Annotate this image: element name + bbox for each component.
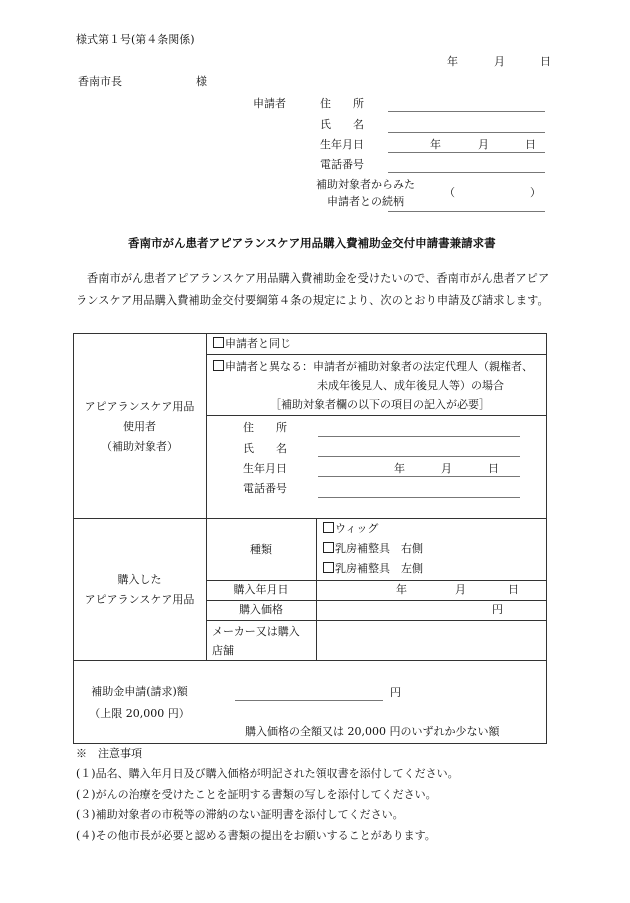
purchase-label-2: アピアランスケア用品 [84, 593, 195, 606]
user-address-field[interactable] [318, 436, 520, 437]
purchase-label-1: 購入した [117, 573, 162, 586]
subsidy-note: 購入価格の全額又は 20,000 円のいずれか少ない額 [245, 725, 500, 738]
purchase-date-year: 年 [396, 583, 407, 596]
user-birth-year: 年 [394, 462, 405, 475]
purchase-date-month: 月 [455, 583, 466, 596]
option-same-label: 申請者と同じ [225, 337, 291, 350]
user-phone-label: 電話番号 [243, 482, 287, 495]
option-diff-note: ［補助対象者欄の以下の項目の記入が必要］ [270, 398, 490, 411]
note-item-1: (１)品名、購入年月日及び購入価格が明記された領収書を添付してください。 [76, 767, 459, 780]
type-label: 種類 [250, 543, 272, 556]
date-year-label: 年 [447, 55, 458, 68]
purchase-date-label: 購入年月日 [233, 583, 289, 596]
row-divider-purchase [73, 660, 546, 661]
applicant-birth-month: 月 [478, 138, 489, 151]
user-label-3: （補助対象者） [101, 440, 178, 453]
note-item-3: (３)補助対象者の市税等の滞納のない証明書を添付してください。 [76, 808, 404, 821]
col-divider-purchase [316, 518, 317, 660]
user-birth-day: 日 [488, 462, 499, 475]
option-diff-checkbox[interactable] [213, 360, 533, 374]
maker-label-2: 店舗 [212, 644, 234, 657]
date-month-label: 月 [494, 55, 505, 68]
row-divider-price [206, 620, 546, 621]
maker-label-1: メーカー又は購入 [212, 625, 300, 638]
row-divider-type [206, 580, 546, 581]
relation-paren-close: ） [530, 186, 541, 199]
type-option-breast-right[interactable] [323, 542, 423, 556]
user-name-label: 氏 名 [243, 442, 287, 455]
user-label-2: 使用者 [123, 420, 156, 433]
applicant-birth-day: 日 [525, 138, 536, 151]
type-option-wig[interactable] [323, 522, 378, 536]
type-wig-label: ウィッグ [335, 522, 379, 535]
applicant-address-label: 住 所 [320, 97, 364, 110]
option-same-checkbox[interactable] [213, 337, 291, 351]
note-item-2: (２)がんの治療を受けたことを証明する書類の写しを添付してください。 [76, 788, 437, 801]
checkbox-same-icon[interactable] [213, 337, 224, 348]
checkbox-breast-right-icon[interactable] [323, 542, 334, 553]
user-birthdate-label: 生年月日 [243, 462, 287, 475]
applicant-phone-field[interactable] [388, 172, 545, 173]
user-address-label: 住 所 [243, 421, 287, 434]
applicant-birth-year: 年 [430, 138, 441, 151]
checkbox-breast-left-icon[interactable] [323, 562, 334, 573]
checkbox-wig-icon[interactable] [323, 522, 334, 533]
date-day-label: 日 [540, 55, 551, 68]
subsidy-label-2: （上限 20,000 円） [89, 707, 190, 720]
applicant-name-field[interactable] [388, 132, 545, 133]
subsidy-label-1: 補助金申請(請求)額 [91, 685, 188, 698]
note-item-4: (４)その他市長が必要と認める書類の提出をお願いすることがあります。 [76, 829, 436, 842]
row-divider-diff [206, 415, 546, 416]
purchase-price-unit: 円 [492, 603, 503, 616]
applicant-relation-field[interactable] [388, 211, 545, 212]
applicant-relation-label-1: 補助対象者からみた [316, 178, 415, 191]
applicant-birthdate-label: 生年月日 [320, 138, 364, 151]
applicant-relation-label-2: 申請者との続柄 [327, 195, 404, 208]
checkbox-diff-icon[interactable] [213, 360, 224, 371]
intro-paragraph: 香南市がん患者アピアランスケア用品購入費補助金を受けたいので、香南市がん患者アピアランスケア用品購入費補助金交付要綱第４条の規定により、次のとおり申請及び請求します。 [76, 272, 550, 307]
row-divider-user [73, 518, 546, 519]
form-number: 様式第１号(第４条関係) [76, 33, 195, 46]
type-breast-right-label: 乳房補整具 右側 [335, 542, 423, 555]
user-birthdate-field[interactable] [318, 476, 520, 477]
addressee-honorific: 様 [196, 75, 207, 88]
form-title: 香南市がん患者アピアランスケア用品購入費補助金交付申請書兼請求書 [128, 236, 496, 250]
user-name-field[interactable] [318, 456, 520, 457]
user-label-1: アピアランスケア用品 [84, 400, 195, 413]
subsidy-amount-field[interactable] [235, 700, 383, 701]
subsidy-unit: 円 [390, 686, 401, 699]
addressee-name: 香南市長 [78, 75, 122, 88]
application-table [73, 333, 547, 744]
notes-heading: ※ 注意事項 [76, 747, 142, 760]
row-divider-same [206, 354, 546, 355]
type-breast-left-label: 乳房補整具 左側 [335, 562, 423, 575]
purchase-price-label: 購入価格 [239, 603, 283, 616]
row-divider-date [206, 600, 546, 601]
user-phone-field[interactable] [318, 497, 520, 498]
purchase-date-day: 日 [508, 583, 519, 596]
applicant-name-label: 氏 名 [320, 118, 364, 131]
applicant-birthdate-field[interactable] [388, 152, 545, 153]
applicant-label: 申請者 [253, 97, 286, 110]
relation-paren-open: （ [444, 186, 455, 199]
type-option-breast-left[interactable] [323, 562, 423, 576]
option-diff-label-2: 未成年後見人、成年後見人等）の場合 [317, 379, 504, 392]
user-birth-month: 月 [441, 462, 452, 475]
applicant-phone-label: 電話番号 [320, 158, 364, 171]
applicant-address-field[interactable] [388, 111, 545, 112]
option-diff-label-1: 申請者と異なる：申請者が補助対象者の法定代理人（親権者、 [225, 360, 533, 373]
